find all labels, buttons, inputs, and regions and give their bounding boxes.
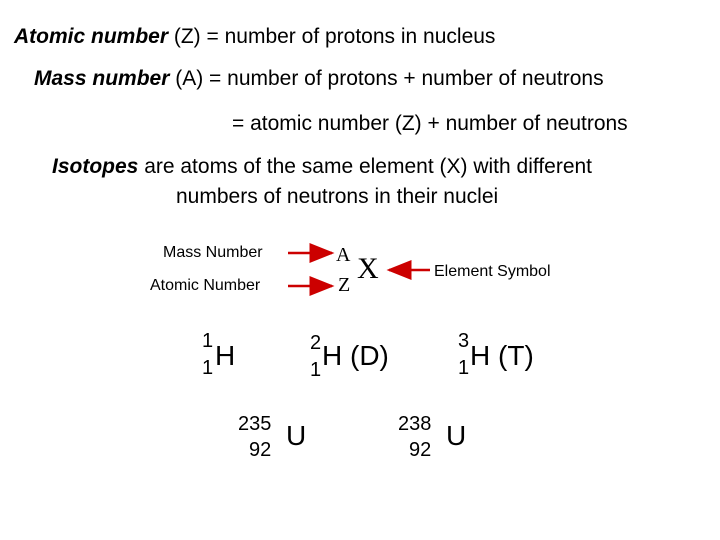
h1-mass: 1 xyxy=(202,330,214,352)
element-symbol-x: X xyxy=(357,252,379,285)
u238-atomic: 92 xyxy=(409,439,432,461)
isotopes-text: are atoms of the same element (X) with different xyxy=(138,155,593,178)
isotopes-definition-line2: numbers of neutrons in their nuclei xyxy=(176,185,499,208)
u235-atomic: 92 xyxy=(249,439,272,461)
h2-suffix: (D) xyxy=(342,340,389,371)
h3-symbol: H xyxy=(470,340,491,371)
mass-number-text: (A) = number of protons + number of neutrons xyxy=(169,67,604,90)
h3-atomic: 1 xyxy=(458,357,470,379)
h3-suffix: (T) xyxy=(490,340,534,371)
u235-symbol: U xyxy=(286,420,307,451)
h2-label xyxy=(322,340,389,372)
mass-number-term: Mass number xyxy=(34,67,170,90)
mass-number-symbol: A xyxy=(336,244,351,266)
isotopes-term: Isotopes xyxy=(52,155,139,178)
h2-symbol: H xyxy=(322,340,343,371)
mass-number-label: Mass Number xyxy=(163,244,263,261)
u238-symbol: U xyxy=(446,420,467,451)
mass-number-alt-definition: = atomic number (Z) + number of neutrons xyxy=(232,112,628,135)
atomic-number-text: (Z) = number of protons in nucleus xyxy=(168,25,496,48)
atomic-number-term: Atomic number xyxy=(14,25,169,48)
atomic-number-symbol: Z xyxy=(338,274,351,296)
u235-mass: 235 xyxy=(238,413,272,435)
h1-symbol: H xyxy=(215,340,236,371)
atomic-number-label: Atomic Number xyxy=(150,277,261,294)
h2-atomic: 1 xyxy=(310,359,322,381)
u238-mass: 238 xyxy=(398,413,432,435)
h3-label xyxy=(470,340,534,372)
h3-mass: 3 xyxy=(458,330,470,352)
element-symbol-label: Element Symbol xyxy=(434,263,551,280)
h1-atomic: 1 xyxy=(202,357,214,379)
h2-mass: 2 xyxy=(310,332,322,354)
